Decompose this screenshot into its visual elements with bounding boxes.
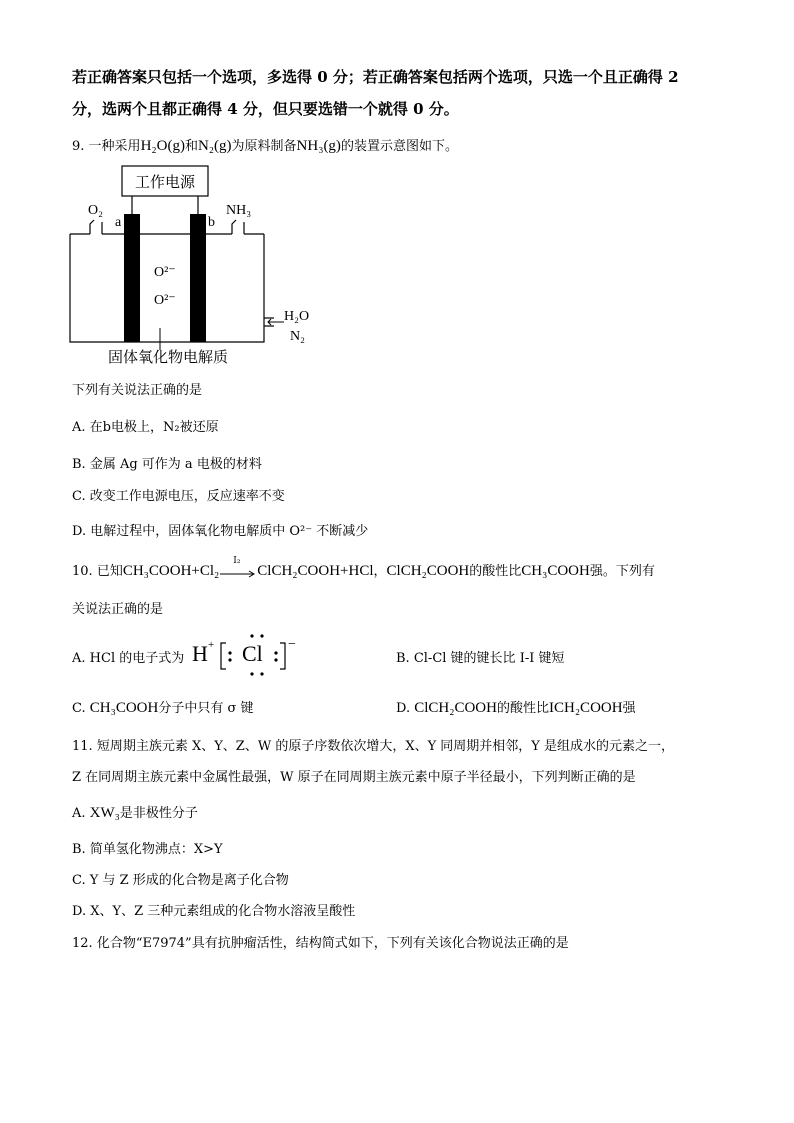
option-text: 金属 Ag 可作为 a 电极的材料 — [89, 457, 262, 472]
question-number: 11. — [72, 739, 93, 754]
q10-option-a — [72, 647, 184, 666]
instruction-line-2: 分，选两个且都正确得 4 分，但只要选错一个就得 0 分。 — [72, 100, 459, 118]
q10-text-post: 强。下列有 — [589, 564, 655, 579]
electrolyzer-container — [70, 234, 264, 342]
q9-option-d — [72, 520, 368, 539]
q12-text: 化合物“E7974”具有抗肿瘤活性，结构简式如下，下列有关该化合物说法正确的是 — [96, 936, 569, 951]
instruction-line-1: 若正确答案只包括一个选项，多选得 0 分；若正确答案包括两个选项，只选一个且正确得 2 — [72, 68, 679, 86]
option-formula-1: ClCH₂COOH — [414, 700, 497, 716]
label-oxide-ion-1: O²⁻ — [154, 265, 176, 280]
option-text: Cl-Cl 键的键长比 I-I 键短 — [413, 651, 565, 666]
q11-option-b — [72, 838, 223, 857]
reaction-arrow — [219, 555, 257, 579]
question-12-stem — [72, 932, 569, 951]
option-text: 电解过程中，固体氧化物电解质中 O²⁻ 不断减少 — [90, 524, 369, 539]
nh3-outlet — [232, 220, 236, 234]
option-text: 是非极性分子 — [119, 806, 198, 821]
q11-text-line-1: 短周期主族元素 X、Y、Z、W 的原子序数依次增大，X、Y 同周期并相邻，Y 是组成水的元素之一， — [96, 739, 675, 754]
o2-outlet — [90, 220, 94, 234]
option-label: C. — [72, 489, 86, 504]
q9-formula-n2: N₂(g) — [197, 138, 232, 154]
lewis-plus: + — [208, 639, 215, 651]
question-11-stem-line-2: Z 在同周期主族元素中金属性最强，W 原子在同周期主族元素中原子半径最小，下列判断正确的是 — [72, 770, 636, 785]
option-text: 简单氢化物沸点：X>Y — [89, 842, 223, 857]
q10-text-mid: 的酸性比 — [469, 564, 522, 579]
q9-option-a — [72, 416, 219, 435]
option-label: C. — [72, 873, 86, 888]
q10-acid-2: CH₃COOH — [521, 563, 590, 579]
electrolysis-diagram — [60, 160, 340, 372]
q9-text-and: 和 — [184, 139, 198, 154]
q9-option-c — [72, 485, 285, 504]
q10-reactants: CH₃COOH+Cl₂ — [122, 563, 220, 579]
lewis-h: H — [192, 641, 208, 666]
label-n2: N₂ — [290, 329, 305, 344]
option-label: A. — [72, 651, 86, 666]
option-label: D. — [72, 904, 87, 919]
option-label: B. — [72, 842, 86, 857]
q9-formula-h2o: H₂O(g) — [140, 138, 185, 154]
q10-text-pre: 已知 — [96, 564, 123, 579]
label-h2o: H₂O — [284, 309, 310, 324]
option-text: 分子中只有 σ 键 — [158, 701, 254, 716]
question-11-stem-line-1 — [72, 735, 674, 754]
q9-option-b — [72, 453, 262, 472]
q9-text-pre: 一种采用 — [88, 139, 141, 154]
option-text: HCl 的电子式为 — [89, 651, 185, 666]
option-text: Y 与 Z 形成的化合物是离子化合物 — [89, 873, 289, 888]
q11-option-c — [72, 869, 289, 888]
q9-formula-nh3: NH₃(g) — [296, 138, 341, 154]
option-label: D. — [396, 701, 411, 716]
option-text: 在b电极上，N₂被还原 — [89, 420, 219, 435]
option-text: 改变工作电源电压，反应速率不变 — [89, 489, 285, 504]
q11-option-a — [72, 802, 198, 822]
option-formula: XW₃ — [89, 805, 120, 821]
question-number: 10. — [72, 564, 93, 579]
q10-option-c — [72, 697, 253, 717]
q10-acid-1: ClCH₂COOH — [386, 563, 470, 579]
hcl-electron-formula — [192, 633, 302, 677]
option-text-mid: 的酸性比 — [496, 701, 549, 716]
q10-separator: ， — [373, 564, 387, 579]
label-oxide-ion-2: O²⁻ — [154, 293, 176, 308]
lewis-cl: Cl — [242, 641, 263, 666]
label-o2: O₂ — [88, 203, 103, 218]
electrode-b — [190, 214, 206, 342]
option-text: X、Y、Z 三种元素组成的化合物水溶液呈酸性 — [90, 904, 356, 919]
q10-products: ClCH₂COOH+HCl — [257, 563, 374, 579]
electrode-a — [124, 214, 140, 342]
option-label: A. — [72, 420, 86, 435]
label-nh3: NH₃ — [226, 203, 252, 218]
question-number: 9. — [72, 139, 85, 154]
q9-text-post: 的装置示意图如下。 — [340, 139, 458, 154]
label-electrolyte: 固体氧化物电解质 — [108, 350, 229, 366]
q11-option-d — [72, 900, 355, 919]
power-source-label: 工作电源 — [134, 175, 196, 191]
option-label: B. — [396, 651, 410, 666]
option-text-post: 强 — [622, 701, 636, 716]
question-10-stem — [72, 555, 655, 580]
label-electrode-a: a — [115, 215, 122, 230]
catalyst-label: I₂ — [233, 555, 241, 566]
option-label: B. — [72, 457, 86, 472]
question-9-stem — [72, 135, 458, 155]
option-formula-2: ICH₂COOH — [549, 700, 623, 716]
option-label: D. — [72, 524, 87, 539]
lewis-minus: − — [288, 637, 296, 652]
question-9-prompt: 下列有关说法正确的是 — [72, 383, 203, 398]
question-number: 12. — [72, 936, 93, 951]
question-10-stem-line-2: 关说法正确的是 — [72, 602, 164, 617]
q9-text-mid: 为原料制备 — [231, 139, 297, 154]
label-electrode-b: b — [208, 215, 215, 230]
q10-option-b — [396, 647, 565, 666]
option-label: A. — [72, 806, 86, 821]
option-formula: CH₃COOH — [89, 700, 159, 716]
option-label: C. — [72, 701, 86, 716]
q10-option-d — [396, 697, 636, 717]
